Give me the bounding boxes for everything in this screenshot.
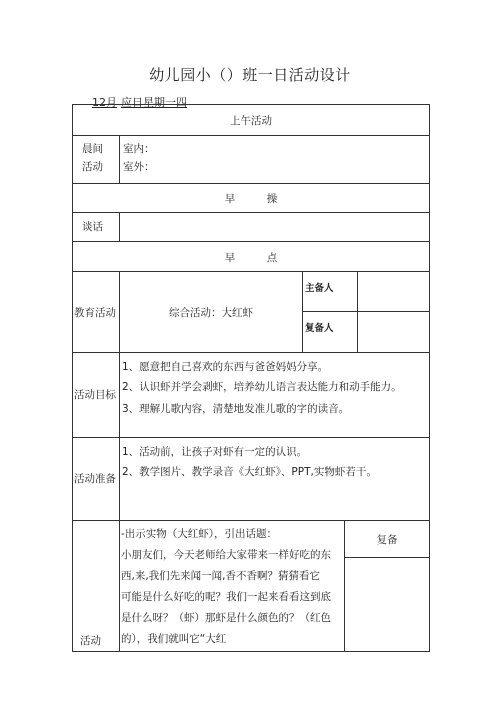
morning-activity-label-2: 活动: [82, 161, 103, 173]
snack-title: 早 点: [224, 252, 278, 264]
prep-item-2: 2、教学图片、教学录音《大红虾》、PPT,实物虾若干。: [122, 466, 377, 478]
process-line-2: 小朋友们，今天老师给大家带来一样好吃的东: [121, 549, 331, 561]
prep-label: 活动准备: [74, 473, 116, 485]
preparer-value-cell: [357, 271, 430, 312]
morning-activity-content-cell: [119, 135, 430, 184]
process-line-3: 西,来,我们先来闻一闻,香不香啊？猜猜看它: [121, 570, 321, 582]
indoor-label: 室内：: [123, 143, 155, 155]
process-line-1: -出示实物（大红虾），引出话题：: [121, 528, 278, 540]
process-line-4: 可能是什么好吃的呢？我们一起来看看这到底: [121, 591, 331, 603]
education-content: 综合活动：大红虾: [169, 307, 253, 319]
prep-item-1: 1、活动前，让孩子对虾有一定的认识。: [122, 446, 308, 458]
process-review-label: 复备: [376, 534, 398, 546]
talk-label: 谈话: [82, 221, 103, 233]
date-weekday: 应日星期一四: [121, 96, 187, 109]
morning-activity-label-1: 晨间: [82, 143, 103, 155]
process-review-value-cell: [344, 557, 430, 652]
page-title: 幼儿园小（）班一日活动设计: [149, 66, 351, 84]
reviewer-label: 复备人: [305, 323, 334, 334]
exercise-title: 早 操: [224, 193, 278, 205]
date-month: 12月: [92, 96, 117, 109]
process-line-5: 是什么呀？（虾）那虾是什么颜色的？（红色: [121, 612, 331, 624]
preparer-label: 主备人: [305, 283, 334, 294]
morning-section-title: 上午活动: [230, 115, 272, 127]
goal-item-2: 2、认识虾并学会剥虾，培养幼儿语言表达能力和动手能力。: [122, 381, 402, 393]
outdoor-label: 室外：: [123, 161, 155, 173]
process-line-6: 的），我们就叫它“大红: [121, 633, 227, 645]
reviewer-value-cell: [357, 311, 430, 353]
process-label: 活动: [80, 635, 101, 647]
goal-item-3: 3、理解儿歌内容，清楚地发准儿歌的字的读音。: [122, 403, 350, 415]
education-label: 教育活动: [74, 307, 116, 319]
talk-content-cell: [119, 212, 430, 242]
goals-label: 活动目标: [74, 389, 116, 401]
goal-item-1: 1、愿意把自己喜欢的东西与爸爸妈妈分享。: [122, 361, 329, 373]
